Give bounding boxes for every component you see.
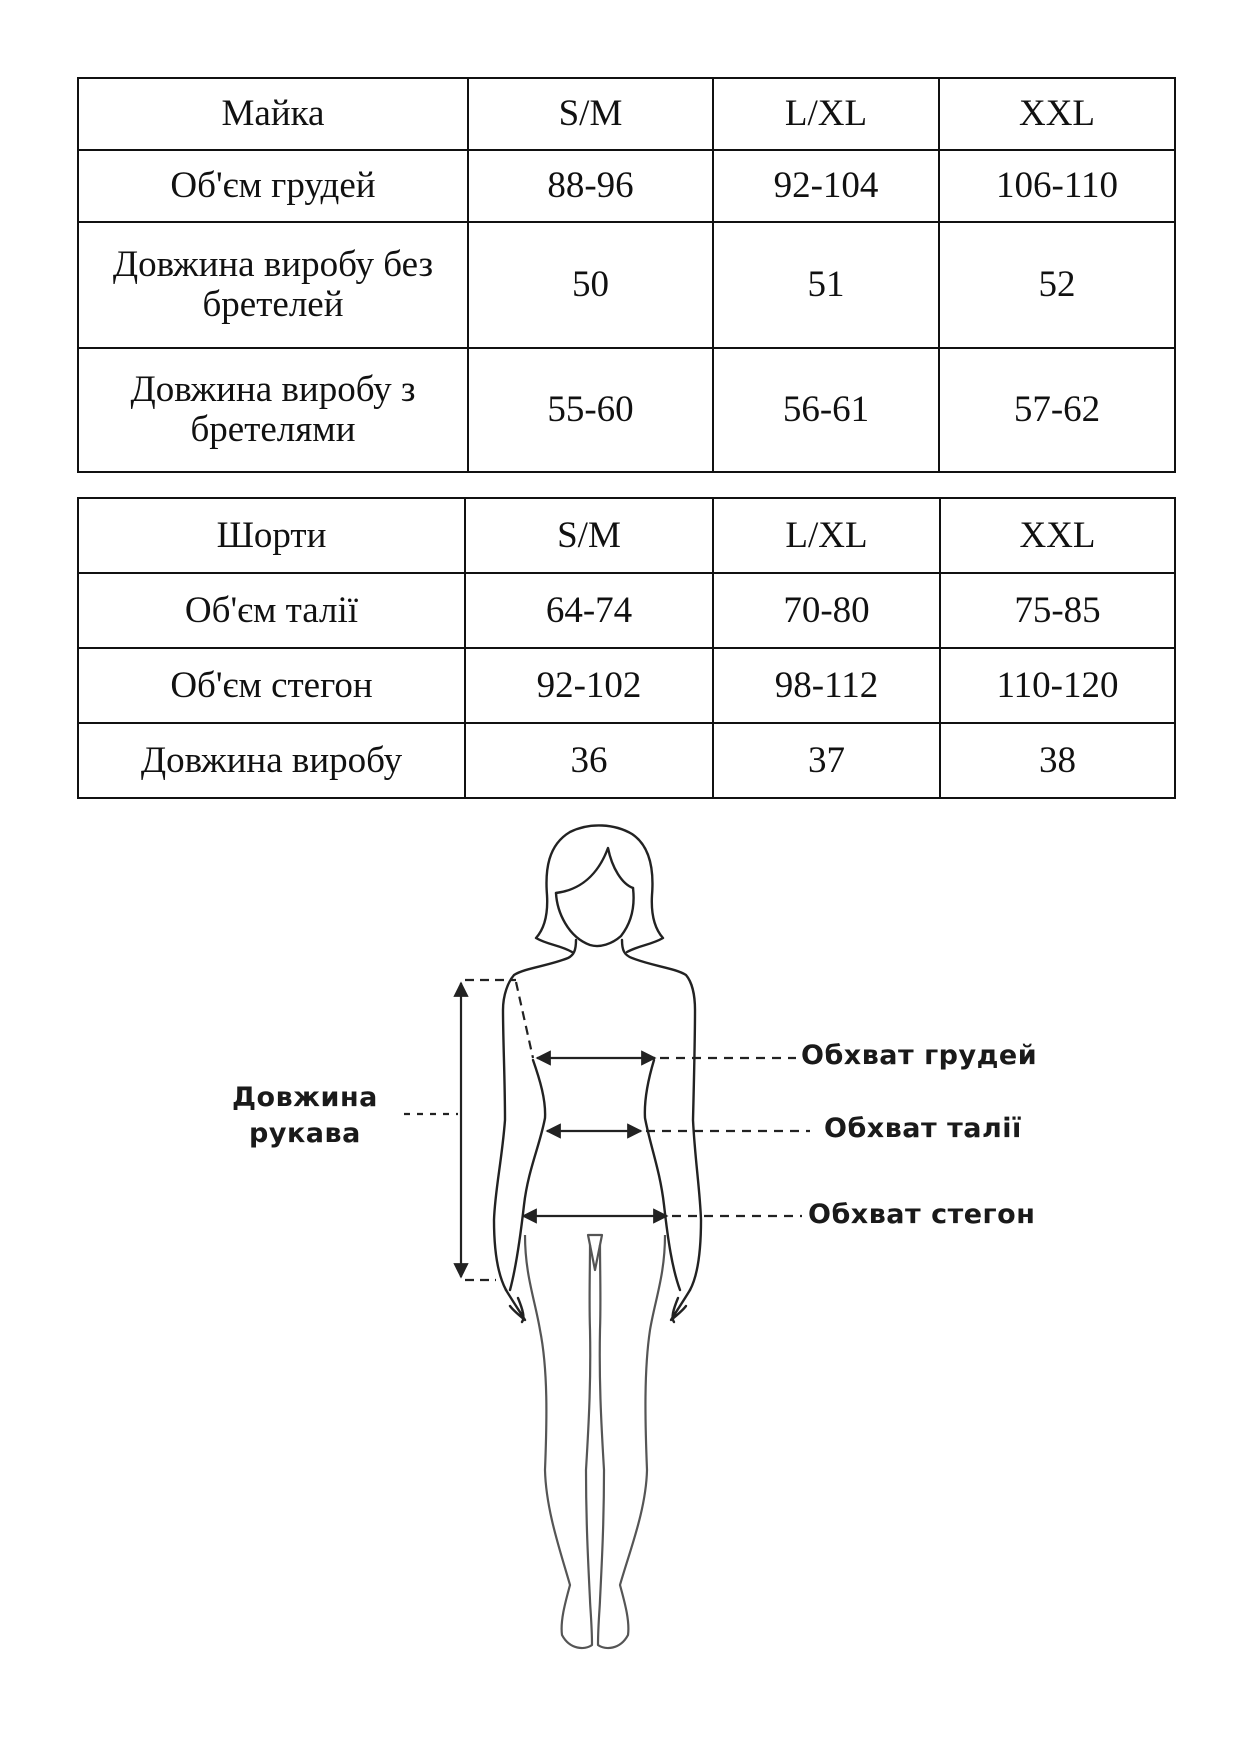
measurement-label-cell: Об'єм талії [78,573,465,648]
measurement-label-cell: Об'єм грудей [78,150,468,222]
measurement-label-cell: Довжина виробу [78,723,465,798]
value-cell: 38 [940,723,1175,798]
table-row [78,222,1175,348]
table-row [78,648,1175,723]
sleeve-length-label-line1: Довжина [232,1082,378,1113]
value-cell: 57-62 [939,348,1175,472]
table-row [78,150,1175,222]
tank-top-size-table [77,77,1176,473]
value-cell: 92-102 [465,648,713,723]
value-cell: 51 [713,222,939,348]
left-hand [506,1290,525,1322]
sleeve-length-indicator [404,980,533,1280]
waist-label: Обхват талії [824,1113,1022,1144]
table-header-row [78,78,1175,150]
sleeve-length-label [232,1080,378,1152]
value-cell: 110-120 [940,648,1175,723]
size-header-cell: XXL [940,498,1175,573]
shorts-size-table [77,497,1176,799]
garment-name-cell: Майка [78,78,468,150]
size-header-cell: L/XL [713,78,939,150]
torso-right-outline [645,1060,680,1290]
torso-left-outline [510,1060,545,1290]
measurement-label-cell: Довжина виробу без бретелей [78,222,468,348]
value-cell: 56-61 [713,348,939,472]
table-row [78,723,1175,798]
value-cell: 75-85 [940,573,1175,648]
hair-outline [536,825,663,952]
value-cell: 64-74 [465,573,713,648]
size-header-cell: S/M [465,498,713,573]
value-cell: 37 [713,723,940,798]
table-header-row [78,498,1175,573]
measurement-label-cell: Об'єм стегон [78,648,465,723]
body-measurement-figure [0,820,1240,1754]
size-header-cell: S/M [468,78,713,150]
size-header-cell: XXL [939,78,1175,150]
table-row [78,348,1175,472]
size-header-cell: L/XL [713,498,940,573]
measurement-label-cell: Довжина виробу з бретелями [78,348,468,472]
chest-label: Обхват грудей [801,1040,1038,1071]
table-row [78,573,1175,648]
right-leg-outline [598,1235,665,1648]
left-leg-outline [525,1235,592,1648]
value-cell: 50 [468,222,713,348]
value-cell: 36 [465,723,713,798]
right-hand [671,1290,690,1322]
value-cell: 55-60 [468,348,713,472]
sleeve-length-label-line2: рукава [249,1118,361,1149]
value-cell: 52 [939,222,1175,348]
hair-fringe [556,848,633,893]
garment-name-cell: Шорти [78,498,465,573]
value-cell: 70-80 [713,573,940,648]
value-cell: 98-112 [713,648,940,723]
hips-label: Обхват стегон [808,1199,1036,1230]
value-cell: 92-104 [713,150,939,222]
face-outline [556,888,634,946]
value-cell: 106-110 [939,150,1175,222]
value-cell: 88-96 [468,150,713,222]
neck-shoulders-outline [494,940,576,1290]
